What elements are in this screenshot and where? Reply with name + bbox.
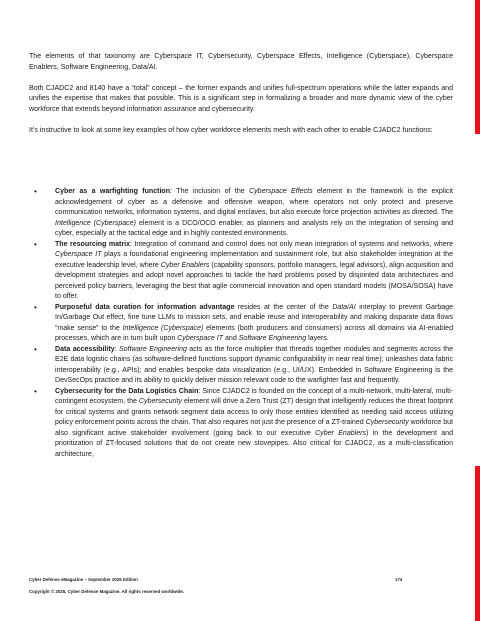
text-run: elements (both producers and consumers) across all domains via AI-enabled processes, which are in turn built upon — [55, 324, 454, 342]
bullet-dot-icon: • — [34, 344, 37, 354]
bullet-item — [29, 240, 453, 303]
paragraph-1: The elements of that taxonomy are Cyberspace IT, Cybersecurity, Cyberspace Effects, Intelligence (Cyberspace), Cyberspace Enablers, Software Engineering, Data/AI. — [29, 53, 453, 71]
text-run: (capability sponsors, portfolio managers, legal advisors), align acquisition and development strategies and adopt novel approaches to tackle the hard problems posed by disjointed data architectures and perceived policy barriers, leveraging the best that agile commercial innovation and open standard models (MOSA/SOSA) have to offer. — [55, 261, 454, 300]
italic-run: Data/AI — [332, 303, 356, 311]
text-run: acts as the force multiplier that threads together modules and segments across the E2E data logistic chains (as software-defined functions support dynamic configurability in near real time); unleashes data fabric interoperability (e.g., APIs); and enables bespoke data visualization (e.g., UI/UX). Embedded in Software Engineering is the DevSecOps practice and its ability to quickly deliver mission relevant code to the warfighter fast and frequently. — [55, 345, 454, 384]
italic-run: Cybersecurity — [365, 419, 409, 426]
bullet-title: Purposeful data curation for information advantage — [55, 303, 235, 311]
bullet-title: Data accessibility — [55, 345, 115, 353]
text-run: : The inclusion of the — [170, 188, 250, 195]
text-run: layers. — [306, 335, 329, 342]
bullet-title: The resourcing matrix — [55, 240, 130, 248]
footer-copyright: Copyright © 2025, Cyber Defense Magazine. All rights reserved worldwide. — [29, 589, 185, 594]
accent-bar-top — [475, 0, 480, 134]
text-run: : Integration of command and control does not only mean integration of systems and networks, where — [130, 240, 454, 248]
text-run: resides at the center of the — [234, 303, 333, 311]
bullet-dot-icon: • — [34, 187, 37, 196]
bullet-list — [29, 187, 453, 460]
paragraph-2: Both CJADC2 and 8140 have a “total” concept – the former expands and unifies full-spectrum operations while the latter expands and unifies the expertise that makes that possible. This is a significant step in formalizing a broader and more dynamic view of the cyber workforce that extends beyond information assurance and cybersecurity. — [29, 84, 453, 113]
bullet-title: Cyber as a warfighting function — [55, 188, 171, 195]
text-run: and — [223, 335, 239, 342]
bullet-dot-icon: • — [34, 386, 37, 396]
italic-run: Cyberspace IT — [55, 251, 102, 258]
text-run: : Since CJADC2 is founded on the concept of a multi-network, multi-lateral, multi-contingent ecosystem, the — [55, 387, 453, 405]
bullet-dot-icon: • — [34, 239, 37, 249]
paragraph-3: It’s instructive to look at some key examples of how cyber workforce elements mesh with each other to enable CJADC2 functions: — [29, 126, 433, 134]
text-run: plays a foundational engineering implementation and sustainment role, but also stakeholder integration at the executive leadership level, where — [55, 251, 454, 269]
bullet-item — [29, 187, 453, 240]
bullet-dot-icon: • — [34, 302, 37, 312]
text-run: interplay to prevent Garbage In/Garbage Out effect, fine tune LLMs to mission sets, and enable reuse and interoperability and making disparate data flows “make sense” to the — [55, 303, 453, 332]
italic-run: Cyber Enablers — [160, 261, 210, 269]
accent-bar-bottom — [475, 466, 480, 621]
italic-run: Cybersecurity — [138, 398, 182, 405]
bullet-item — [29, 303, 453, 345]
footer-edition: Cyber Defense eMagazine – September 2025 Edition — [29, 577, 138, 582]
bullet-item — [29, 345, 453, 387]
italic-run: Cyberspace Effects — [249, 188, 313, 195]
italic-run: Cyberspace IT — [177, 335, 224, 342]
italic-run: Software Engineering — [238, 335, 307, 342]
bullet-item — [29, 387, 453, 461]
text-run: element will drive a Zero Trust (ZT) design that intelligently reduces the threat footprint for critical systems and grants network segment data access to only those entities identified as needing said access utilizing policy enforcement points across the chain. That also requires not just the presence of a ZT-trained — [55, 398, 453, 426]
italic-run: Software Engineering — [119, 345, 187, 353]
text-run: element in the framework is the explicit acknowledgement of cyber as a defensive and offensive weapon, where operators not only protect and preserve communication networks, information systems, and digital enclaves, but also execute force projection activities as directed. The — [55, 188, 453, 216]
italic-run: Intelligence (Cyberspace) — [122, 324, 204, 332]
text-run: workforce but also significant active stakeholder involvement (going back to our executive — [55, 419, 453, 437]
italic-run: Intelligence (Cyberspace) — [55, 219, 136, 227]
italic-run: Cyber Enablers — [315, 429, 367, 437]
text-run: element is a DCO/OCO enabler, as planners and analysts rely on the integration of sensing and cyber, especially at the tactical edge and in highly contested environments. — [55, 219, 453, 237]
page-number: 174 — [395, 577, 403, 582]
body-text — [29, 52, 453, 147]
text-run: : — [114, 345, 120, 353]
bullet-title: Cybersecurity for the Data Logistics Chain — [55, 387, 199, 395]
text-run: ) in the development and prioritization of ZT-focused solutions that do not create new stovepipes. Also critical for CJADC2, as a multi-classification architecture, — [55, 429, 453, 458]
